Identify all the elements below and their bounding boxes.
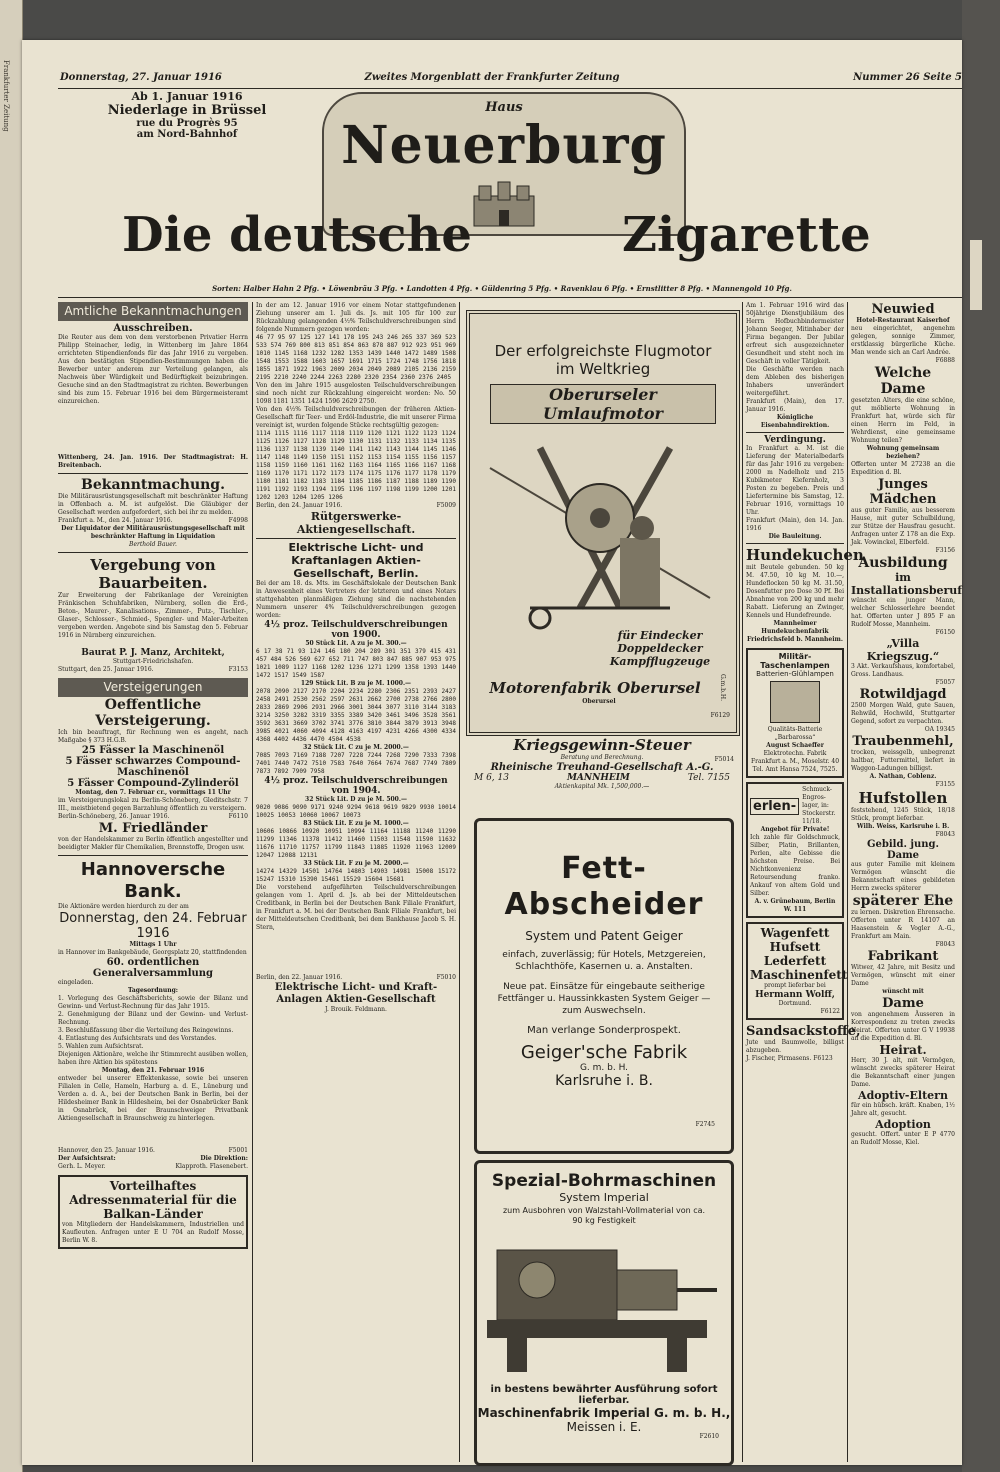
fabrikant-title: Fabrikant	[867, 949, 939, 964]
section-official-notices: Amtliche Bekanntmachungen	[58, 302, 248, 321]
left-page-edge	[0, 0, 23, 1472]
fett-text3: Man verlange Sonderprospekt.	[527, 1025, 681, 1036]
taschenlampen-ad	[746, 648, 844, 778]
bekanntmachung-code: F4998	[228, 517, 248, 524]
hannoversche-ar: Der Aufsichtsrat:	[58, 1155, 116, 1162]
elektrische-nums7: 10606 10866 10920 10951 10994 11164 11188 11240 11290 11299 11346 11378 11412 11460 11503 11548 11590 11632 11676 11710 11757 11799 11843 11885 11920 11963 12009 12047 12088 12131	[256, 828, 456, 859]
right-margin	[962, 0, 1000, 1472]
hufstollen-title: Hufstollen	[858, 789, 948, 807]
drill-machine-illustration	[477, 1230, 725, 1380]
motor-sub2: Doppeldecker	[617, 642, 703, 655]
wagen-code: F6122	[820, 1008, 840, 1015]
elektrische-pct2: 4½ proz. Teilschuldverschreibungen von 1904.	[264, 776, 448, 796]
versteigerung-code: F6110	[228, 813, 248, 820]
hannoversche-ar-name: Gerh. L. Meyer.	[58, 1163, 106, 1170]
header-edition: Zweites Morgenblatt der Frankfurter Zeitung	[364, 72, 620, 83]
ausbildung-text: wünscht ein junger Mann, welcher Schlosserlehre beendet hat. Offerten unter J 895 F an Rudolf Mosse, Mannheim.	[851, 597, 955, 628]
kriegs-sub: Beratung und Berechnung.	[560, 754, 644, 761]
elektrische-code: F5010	[436, 974, 456, 981]
rotwild-text: 2500 Morgen Wald, gute Sauen, Rehwild, Hochwild, Stuttgarter Gegend, sofort zu verpachten.	[851, 702, 955, 725]
dame-title: Dame	[882, 996, 924, 1011]
motor-sub3: Kampfflugzeuge	[609, 655, 711, 668]
hannoversche-agenda-title: Tagesordnung:	[127, 987, 179, 994]
hundekuchen-title: Hundekuchen	[746, 546, 864, 564]
fett-title: Fett-Abscheider	[504, 851, 704, 922]
gold-company: A. v. Grünebaum, Berlin W. 111	[754, 898, 836, 913]
kriegs-code: F5014	[714, 756, 734, 763]
fett-abscheider-ad	[474, 818, 734, 1154]
fabrikant-text: Witwer, 42 Jahre, mit Besitz und Vermögen, wünscht mit einer Dame	[851, 964, 955, 987]
mil-addr: Elektrotechn. Fabrik Frankfurt a. M., Moselstr. 40	[750, 750, 840, 765]
wagen-title3: Lederfett	[763, 954, 827, 968]
vergebung-text: Zur Erweiterung der Fabrikanlage der Vereinigten Fränkischen Schuhfabriken, Nürnberg, sollen die Erd-, Beton-, Maurer-, Kanalisations-, Zimmer-, Putz-, Tischler-, Glaser-, Schlosser-, Schmied-, Spengler- und Maler-Arbeiten vergeben werden. Angebote sind bis Samstag den 5. Februar 1916 in Nürnberg einzureichen.	[58, 592, 248, 639]
section-auctions: Versteigerungen	[58, 678, 248, 697]
mil-brand: Qualitäts-Batterie „Barbarossa“	[767, 726, 823, 741]
mil-sub: Batterien-Glühlampen	[756, 670, 834, 678]
banner-right-text: Zigarette	[622, 207, 871, 263]
hundekuchen-text: mit Beutele gebunden. 50 kg M. 47.50, 10 kg M. 10.—, Hundeflocken 50 kg M. 31.50, Dosenfutter pro Dose 30 Pf. Bei Abnahme von 200 kg und mehr Rabatt. Lieferung an Zwinger, Kennels und Hundefreunde.	[746, 564, 844, 619]
ziehung-numbers-2: 1114 1115 1116 1117 1118 1119 1120 1121 1122 1123 1124 1125 1126 1127 1128 1129 1130 1131 1132 1133 1134 1135 1136 1137 1138 1139 1140 1141 1142 1143 1144 1145 1146 1147 1148 1149 1150 1151 1152 1153 1154 1155 1156 1157 1158 1159 1160 1161 1162 1163 1164 1165 1166 1167 1168 1169 1170 1171 1172 1173 1174 1175 1176 1177 1178 1179 1180 1181 1182 1183 1184 1185 1186 1187 1188 1189 1190 1191 1192 1193 1194 1195 1196 1197 1198 1199 1200 1201 1202 1203 1204 1205 1206	[256, 430, 456, 501]
col4-text4: Königliche Eisenbahndirektion.	[760, 414, 830, 429]
ziehung-code: F5009	[436, 502, 456, 509]
brussels-notice	[92, 90, 282, 140]
hufstollen-code: F8043	[935, 831, 955, 838]
mil-title: Militär-Taschenlampen	[760, 652, 830, 670]
ausbildung-code: F6150	[935, 629, 955, 636]
airplane-illustration	[470, 428, 728, 638]
ehe-code: F8043	[935, 941, 955, 948]
brussels-line1: Ab 1. Januar 1916	[131, 90, 243, 103]
versteigerung-text: Ich bin beauftragt, für Rechnung wen es angeht, nach Maßgabe § 373 H.G.B.	[58, 729, 248, 744]
column-rule-4	[847, 302, 848, 1462]
fett-text1: einfach, zuverlässig; für Hotels, Metzgereien, Schlachthöfe, Kasernen u. a. Anstalten.	[502, 950, 706, 972]
kriegs-addr: M 6, 13	[474, 773, 509, 783]
elektrische-lit6: 33 Stück Lit. F zu je M. 2000.—	[303, 860, 409, 867]
header-number: Nummer 26 Seite 5	[853, 72, 962, 83]
sandsack-title: Sandsackstoffe,	[746, 1024, 861, 1039]
elektrische-sign: Berlin, den 22. Januar 1916.	[256, 974, 343, 981]
column-2	[256, 302, 456, 1462]
ehe-title: späterer Ehe	[852, 893, 954, 909]
left-edge-label: Frankfurter Zeitung	[2, 60, 10, 132]
hannoversche-text4: Diejenigen Aktionäre, welche ihr Stimmrecht ausüben wollen, haben ihre Aktien bis spätestens	[58, 1051, 248, 1066]
elektrische-text-end: Die vorstehend aufgeführten Teilschuldverschreibungen gelangen vom 1. April d. Js. ab bei der Mitteldeutschen Creditbank, in Berlin bei der Deutschen Bank Filiale Frankfurt, in Frankfurt a. M. bei der Deutschen Bank Filiale Frankfurt, bei der Mitteldeutschen Creditbank, bei dem Bankhause Jacob S. H. Stern,	[256, 884, 456, 931]
versteigerung-item3: 5 Fässer Compound-Zylinderöl	[67, 778, 239, 789]
motor-gmbh: G.m.b.H.	[719, 674, 726, 701]
wagen-city: Dortmund.	[778, 1000, 812, 1007]
villa-text: 3 Akt. Verkaufshaus, komfortabel, Gross. Landhaus.	[851, 663, 955, 678]
hannoversche-time: Mittags 1 Uhr	[129, 941, 177, 948]
motor-company: Motorenfabrik Oberursel	[489, 679, 701, 697]
motor-sub1: für Eindecker	[617, 629, 703, 642]
rotwild-title: Rotwildjagd	[859, 687, 947, 702]
brussels-line3: rue du Progrès 95	[136, 118, 238, 129]
bohr-text1: zum Ausbohren von Walzstahl-Vollmaterial von ca. 90 kg Festigkeit	[502, 1206, 706, 1225]
adoption-title: Adoption	[875, 1118, 931, 1131]
brussels-line2: Niederlage in Brüssel	[107, 103, 267, 118]
neuwied-text: neu eingerichtet, angenehm gelegen, sonnige Zimmer, erstklassig bürgerliche Küche. Man wende sich an Carl Andrée.	[851, 325, 955, 356]
verdingung-auth: Die Bauleitung.	[768, 533, 822, 540]
elektrische-names: J. Brouik. Feldmann.	[325, 1006, 387, 1013]
sandsack-code: F6123	[813, 1055, 833, 1062]
column-rule-3	[742, 302, 743, 1462]
hannoversche-dir-names: Klapproth. Flasenebert.	[175, 1163, 248, 1170]
versteigerung-name: M. Friedländer	[98, 821, 208, 836]
hufstollen-company: Wilh. Weiss, Karlsruhe i. B.	[856, 823, 950, 830]
wagen-title4: Maschinenfett	[750, 968, 848, 982]
motor-banner: Oberurseler Umlaufmotor	[490, 384, 716, 424]
versteigerung-date: Montag, den 7. Februar cr., vormittags 11 Uhr	[75, 789, 231, 796]
elektrische-lit3: 32 Stück Lit. C zu je M. 2000.—	[303, 744, 409, 751]
column-4	[746, 302, 864, 1462]
ausschreiben-text: Die Reuter aus dem von dem verstorbenen Privatier Herrn Philipp Steinacher, ledig, in Wittenberg im Jahre 1864 errichteten Stipendienfonds für das Jahr 1916 zu vergeben. Aus den bestätigten Stipendien-Bestimmungen haben die Bewerber unter anderem zur Verteilung gelangen, als Nachweis über Würdigkeit und Bedürftigkeit beizubringen. Gesuche sind an den Stadtmagistrat zu richten. Bewerbungen sind bis zum 15. Februar 1916 bei dem Bürgermeisteramt einzureichen.	[58, 334, 248, 405]
bohr-text2: in bestens bewährter Ausführung sofort lieferbar.	[490, 1384, 718, 1406]
adoptiv-title: Adoptiv-Eltern	[858, 1089, 948, 1102]
versteigerung-role: von der Handelskammer zu Berlin öffentlich angestellter und beeidigter Makler für Chemikalien, Brennstoffe, Drogen usw.	[58, 836, 248, 851]
col4-text2: Die Geschäfte werden nach dem Ableben des bisherigen Inhabers unverändert weitergeführt.	[746, 366, 844, 397]
hannoversche-agenda-list	[58, 995, 248, 1051]
sandsack-name: J. Fischer, Pirmasens.	[746, 1055, 812, 1062]
motor-title2: im Weltkrieg	[555, 360, 651, 378]
elektrische-lit4: 32 Stück Lit. D zu je M. 500.—	[305, 796, 407, 803]
wagen-text: prompt lieferbar bei	[764, 982, 826, 989]
header-date: Donnerstag, 27. Januar 1916	[60, 72, 222, 83]
vergebung-code: F3153	[228, 666, 248, 673]
hufstollen-text: feststehend, 1245 Stück, 18/18 Stück, prompt lieferbar.	[851, 807, 955, 822]
header-rule	[58, 88, 962, 89]
bekanntmachung-name: Berthold Bauer.	[129, 541, 177, 548]
hannoversche-deadline: Montag, den 21. Februar 1916	[101, 1067, 205, 1074]
bekanntmachung-liquidator: Der Liquidator der Militärausrüstungsgesellschaft mit beschränkter Haftung in Liquidation	[61, 525, 245, 540]
motor-city: Oberursel	[582, 698, 616, 705]
battery-illustration	[770, 681, 820, 723]
versteigerung-title: Oeffentliche Versteigerung.	[95, 697, 211, 729]
junges-maedchen-title: Junges Mädchen	[869, 477, 937, 507]
column-rule-2	[459, 302, 460, 1462]
vergebung-place: Stuttgart-Friedrichshafen.	[112, 658, 194, 665]
junges-maedchen-text: aus guter Familie, aus besserem Hause, mit guter Schulbildung, zur Stütze der Hausfrau gesucht. Anfragen unter Z 178 an die Exp. Jak. Vowinckel, Elberfeld.	[851, 507, 955, 546]
mil-name: August Schaeffer	[766, 742, 824, 749]
ziehung-intro: In der am 12. Januar 1916 vor einem Notar stattgefundenen Ziehung unserer am 1. Juli ds. Js. mit 105 für 100 zur Rückzahlung gelangenden 4½% Teilschuldverschreibungen sind folgende Nummern gezogen worden:	[256, 302, 456, 333]
kriegsgewinn-ad	[466, 736, 738, 808]
neuwied-title: Neuwied	[871, 302, 935, 317]
rutgers-name: Rütgerswerke-Aktiengesellschaft.	[296, 510, 416, 536]
gebild-text: aus guter Familie mit kleinem Vermögen wünscht die Bekanntschaft eines gebildeten Herrn zwecks späterer	[851, 861, 955, 892]
hannoversche-date: Donnerstag, den 24. Februar 1916	[59, 911, 247, 941]
hannoversche-text1: Die Aktionäre werden hierdurch zu der am	[58, 903, 189, 910]
adoption-text: gesucht. Offert. unter E P 4770 an Rudolf Mosse, Kiel.	[851, 1131, 955, 1146]
traubenmehl-text: trocken, weissgelb, unbegrenzt haltbar, Futtermittel, liefert in Waggon-Ladungen billigst.	[851, 749, 955, 772]
mil-tel: Tel. Amt Hansa 7524, 7525.	[752, 766, 838, 773]
dame-text: von angenehmem Äusseren in Korrespondenz zu treten zwecks Heirat. Offerten unter G V 19938 an die Expedition d. Bl.	[851, 1011, 955, 1042]
column-5	[851, 302, 963, 1462]
welche-dame-text: gesetzten Alters, die eine schöne, gut möblierte Wohnung in Frankfurt hat, würde sich für einen Herrn im Feld, in Wehrdienst, eine gemeinsame Wohnung teilen?	[851, 397, 955, 444]
elektrische-nums6: 9020 9086 9090 9171 9240 9294 9618 9619 9829 9930 10014 10025 10053 10060 10067 10073	[256, 804, 456, 819]
agenda-item: 1. Vorlegung des Geschäftsberichts, sowie der Bilanz und Gewinn- und Verlust-Rechnung für das Jahr 1915.	[58, 995, 248, 1010]
bekanntmachung-text: Die Militärausrüstungsgesellschaft mit beschränkter Haftung in Offenbach a. M. ist aufgelöst. Die Gläubiger der Gesellschaft werden aufgefordert, sich bei ihr zu melden.	[58, 493, 248, 516]
ziehung-mid1: Von den im Jahre 1915 ausgelosten Teilschuldverschreibungen sind noch nicht zur Rückzahlung eingereicht worden: No. 50 1098 1181 1351 1424 1596 2629 2750.	[256, 382, 456, 405]
ausschreiben-title: Ausschreiben.	[113, 323, 193, 334]
motor-title1: Der erfolgreichste Flugmotor	[494, 342, 712, 360]
bohr-city: Meissen i. E.	[566, 1420, 642, 1434]
welche-dame-title: Welche Dame	[874, 365, 932, 397]
gebild-title: Gebild. jung. Dame	[866, 839, 940, 861]
fabrikant-sub: wünscht mit	[882, 988, 924, 995]
balkan-ad	[58, 1175, 248, 1249]
welche-dame-code: Offerten unter M 27238 an die Expedition d. Bl.	[851, 461, 955, 476]
traubenmehl-title: Traubenmehl,	[852, 734, 954, 749]
ausbildung-sub: im Installationsberuf	[851, 571, 963, 597]
bohr-sub: System Imperial	[559, 1191, 649, 1204]
kriegs-capital: Aktienkapital Mk. 1,500,000.—	[554, 783, 650, 790]
hannoversche-text2: in Hannover im Bankgebäude, Georgsplatz 20, stattfindenden	[58, 949, 247, 956]
elektrische-title: Elektrische Licht- und Kraftanlagen Aktien-Gesellschaft, Berlin.	[288, 541, 424, 580]
villa-title: „Villa Kriegszug.“	[866, 637, 940, 663]
rotwild-code: OA 19345	[924, 726, 955, 733]
column-rule-1	[252, 302, 253, 1462]
erlen-logo: erlen-	[750, 798, 799, 815]
fett-text2: Neue pat. Einsätze für eingebaute seitherige Fettfänger u. Haussinkkasten System Geiger — zum Auswechseln.	[497, 982, 711, 1016]
bekanntmachung-sign: Frankfurt a. M., den 24. Januar 1916.	[58, 517, 173, 524]
elektrische-nums4: 2078 2090 2127 2170 2204 2234 2280 2306 2351 2393 2427 2458 2491 2530 2562 2597 2631 2662 2700 2738 2766 2800 2833 2869 2906 2931 2966 3001 3044 3077 3110 3144 3183 3214 3250 3282 3319 3355 3389 3420 3461 3496 3528 3561 3592 3631 3669 3702 3741 3776 3810 3844 3879 3913 3948 3985 4021 4060 4094 4128 4163 4197 4231 4266 4300 4334 4368 4402 4436 4470 4504 4538	[256, 688, 456, 743]
agenda-item: 4. Entlastung des Aufsichtsrats und des Vorstandes.	[58, 1035, 217, 1042]
bohr-title: Spezial-Bohrmaschinen	[491, 1171, 717, 1191]
logo-brand: Neuerburg	[341, 115, 667, 176]
heirat-title: Heirat.	[879, 1043, 927, 1057]
verdingung-sign: Frankfurt (Main), den 14. Jan. 1916	[746, 517, 844, 532]
wagenfett-ad	[746, 922, 848, 1020]
color-scale-strip	[970, 240, 982, 310]
newspaper-page	[22, 40, 962, 1465]
hannoversche-text5: entweder bei unserer Effektenkasse, sowie bei unseren Filialen in Celle, Hameln, Harburg a. d. E., Lüneburg und Verden a. d. A., bei der Deutschen Bank in Berlin, bei der Hildesheimer Bank in Hildesheim, bei der Osnabrücker Bank in Osnabrück, bei der Braunschweiger Privatbank Aktiengesellschaft in Braunschweig zu hinterlegen.	[58, 1075, 248, 1122]
balkan-title: Vorteilhaftes Adressenmaterial für die Balkan-Länder	[69, 1179, 237, 1221]
col4-text1: Am 1. Februar 1916 wird das 50jährige Dienstjubiläum des Herrn Hofbuchbindermeister Johann Seeger, Mitinhaber der Firma begangen. Der Jubilar erfreut sich ausgezeichneter Gesundheit und steht noch im Geschäft in voller Tätigkeit.	[746, 302, 844, 365]
hannoversche-dir: Die Direktion:	[200, 1155, 248, 1162]
verdingung-text: In Frankfurt a. M. ist die Lieferung der Materialbedarfs für das Jahr 1916 zu vergeben: 2000 m Nadelholz und 215 Kubikmeter Kiefernholz, 3 Posten zu begeben. Preis und Liefertermine bis Samstag, 12. Februar 1916, vormittags 10 Uhr.	[746, 445, 844, 516]
brussels-line4: am Nord-Bahnhof	[136, 129, 238, 140]
banner-rule	[58, 297, 962, 298]
traubenmehl-code: F3155	[935, 781, 955, 788]
villa-code: F5057	[935, 679, 955, 686]
erlen-text: Schmuck-Engros-lager, in: Stockerstr. 11/18.	[802, 786, 836, 825]
motor-subtext	[600, 629, 720, 668]
fett-gmbh: G. m. b. H.	[579, 1063, 629, 1073]
neuwied-code: F6888	[935, 357, 955, 364]
logo-haus: Haus	[485, 100, 523, 115]
bekanntmachung-title: Bekanntmachung.	[81, 477, 225, 493]
elektrische-lit1: 50 Stück Lit. A zu je M. 300.—	[305, 640, 407, 647]
neuwied-sub: Hotel-Restaurant Kaiserhof	[856, 317, 950, 324]
fett-city: Karlsruhe i. B.	[555, 1073, 653, 1089]
agenda-item: 5. Wahlen zum Aufsichtsrat.	[58, 1043, 144, 1050]
ehe-text: zu lernen. Diskretion Ehrensache. Offerten unter R 14107 an Haasenstein & Vogler A.-G., Frankfurt am Main.	[851, 909, 955, 940]
ausbildung-title: Ausbildung	[858, 555, 948, 571]
kriegs-company: Rheinische Treuhand-Gesellschaft A.-G.	[490, 762, 714, 773]
ziehung-mid2: Von den 4½% Teilschuldverschreibungen der früheren Aktien-Gesellschaft für Teer- und Erdöl-Industrie, die mit unserer Firma vereinigt ist, wurden folgende Stücke rechtsgültig gezogen:	[256, 406, 456, 429]
ziehung-sign: Berlin, den 24. Januar 1916.	[256, 502, 343, 509]
fett-code: F2745	[695, 1121, 715, 1128]
elektrische-nums8: 14274 14329 14501 14764 14803 14903 14981 15008 15172 15247 15310 15390 15461 15529 15604 15681	[256, 868, 456, 883]
sandsack-text: Jute und Baumwolle, billigst abzugeben.	[746, 1039, 844, 1054]
welche-dame-sub: Wohnung gemeinsam beziehen?	[866, 445, 940, 460]
heirat-text: Herr, 30 J. alt, mit Vermögen, wünscht zwecks späterer Heirat die Bekanntschaft einer jungen Dame.	[851, 1057, 955, 1088]
fett-sub: System und Patent Geiger	[525, 929, 683, 943]
elektrische-text: Bei der am 18. ds. Mts. im Geschäftslokale der Deutschen Bank in Anwesenheit eines Vertreters der letzteren und eines Notars stattgehabten planmäßigen Ziehung sind die nachstehenden Nummern unserer 4% Teilschuldverschreibungen gezogen worden:	[256, 580, 456, 619]
fett-company: Geiger'sche Fabrik	[520, 1042, 688, 1063]
versteigerung-item2: 5 Fässer schwarzes Compound-Maschinenöl	[65, 756, 241, 778]
vergebung-sign: Stuttgart, den 25. Januar 1916.	[58, 666, 154, 673]
bohr-code: F2610	[699, 1433, 719, 1440]
motor-code: F6129	[710, 712, 730, 719]
junges-maedchen-code: F3156	[935, 547, 955, 554]
elektrische-nums3: 6 17 38 71 93 124 146 180 204 289 301 351 379 415 431 457 484 526 569 627 652 711 747 803 847 885 907 953 975 1021 1089 1127 1168 1202 1236 1271 1299 1358 1393 1440 1472 1517 1549 1587	[256, 648, 456, 679]
kriegs-title: Kriegsgewinn-Steuer	[513, 736, 691, 754]
ausschreiben-sign: Wittenberg, 24. Jan. 1916. Der Stadtmagistrat: H. Breitenbach.	[58, 454, 248, 469]
balkan-text: von Mitgliedern der Handelskammern, Industriellen und Kaufleuten. Anfragen unter E U 704 an Rudolf Mosse, Berlin W. 8.	[62, 1221, 244, 1244]
hannoversche-text3: eingeladen.	[58, 979, 94, 986]
col4-text3: Frankfurt (Main), den 17. Januar 1916.	[746, 398, 844, 413]
vergebung-architect: Baurat P. J. Manz, Architekt,	[81, 648, 225, 658]
agenda-item: 2. Genehmigung der Bilanz und der Gewinn- und Verlust-Rechnung.	[58, 1011, 248, 1026]
banner-left-text: Die deutsche	[122, 207, 472, 263]
hannoversche-gv: 60. ordentlichen Generalversammlung	[92, 957, 214, 979]
gold-text: Ich zahle für Goldschmuck, Silber, Platin, Brillanten, Perlen, alte Gebisse die höchsten Preise. Bei Nichtkonvenienz Retoursendung franko. Ankauf von altem Gold und Silber.	[750, 834, 840, 897]
column-1	[58, 302, 248, 1462]
versteigerung-sign: Berlin-Schöneberg, 26. Januar 1916.	[58, 813, 170, 820]
hannoversche-sign: Hannover, den 25. Januar 1916.	[58, 1147, 155, 1154]
adoptiv-text: für ein hübsch. kräft. Knaben, 1½ Jahre alt, gesucht.	[851, 1102, 955, 1117]
elektrische-nums5: 7085 7093 7169 7188 7207 7228 7244 7268 7290 7333 7398 7401 7440 7472 7510 7583 7640 7664 7674 7687 7749 7809 7873 7892 7909 7958	[256, 752, 456, 775]
oberursel-motor-ad	[466, 310, 740, 736]
verdingung-title: Verdingung.	[764, 435, 826, 445]
vergebung-title: Vergebung von Bauarbeiten.	[90, 556, 216, 592]
hannoversche-code: F5001	[228, 1147, 248, 1154]
bohr-company: Maschinenfabrik Imperial G. m. b. H.,	[477, 1406, 731, 1420]
versteigerung-item1: 25 Fässer la Maschinenöl	[81, 745, 225, 756]
hannoversche-title: Hannoversche Bank.	[80, 859, 226, 902]
schmuck-ad	[746, 782, 844, 918]
banner-sorts: Sorten: Halber Hahn 2 Pfg. • Löwenbräu 3 Pfg. • Landotten 4 Pfg. • Güldenring 5 Pfg. • Ravenklau 6 Pfg. • Ernstlitter 8 Pfg. • Mannengold 10 Pfg.	[212, 284, 792, 293]
wagen-title2: Hufsett	[769, 940, 821, 954]
hundekuchen-company: Mannheimer Hundekuchenfabrik Friedrichsfeld b. Mannheim.	[747, 620, 843, 643]
bohrmaschinen-ad	[474, 1160, 734, 1466]
agenda-item: 3. Beschlußfassung über die Verteilung des Reingewinns.	[58, 1027, 234, 1034]
versteigerung-text2: im Versteigerungslokal zu Berlin-Schöneberg, Gleditschstr. 7 III., meistbietend gegen Barzahlung öffentlich zu versteigern.	[58, 797, 248, 812]
elektrische-footer: Elektrische Licht- und Kraft-Anlagen Aktien-Gesellschaft	[274, 982, 438, 1005]
wagen-name: Hermann Wolff,	[755, 990, 835, 1000]
ziehung-numbers-1: 46 77 95 97 125 127 141 178 195 243 246 265 337 369 523 533 574 769 800 813 851 854 863 878 887 912 923 951 969 1010 1145 1168 1232 1282 1353 1439 1440 1472 1489 1508 1548 1553 1588 1603 1657 1691 1715 1724 1748 1756 1818 1855 1871 1922 1963 2009 2034 2049 2089 2105 2136 2159 2195 2210 2240 2244 2263 2280 2320 2354 2360 2376 2405	[256, 334, 456, 381]
traubenmehl-company: A. Nathan, Coblenz.	[869, 773, 937, 780]
kriegs-tel: Tel. 7155	[687, 773, 730, 783]
wagen-title1: Wagenfett	[760, 926, 830, 940]
elektrische-lit5: 83 Stück Lit. E zu je M. 1000.—	[303, 820, 409, 827]
elektrische-lit2: 129 Stück Lit. B zu je M. 1000.—	[300, 680, 412, 687]
gold-title: Angebot für Private!	[760, 826, 830, 833]
kriegs-city: MANNHEIM	[566, 773, 630, 783]
elektrische-pct1: 4½ proz. Teilschuldverschreibungen von 1900.	[264, 620, 448, 640]
